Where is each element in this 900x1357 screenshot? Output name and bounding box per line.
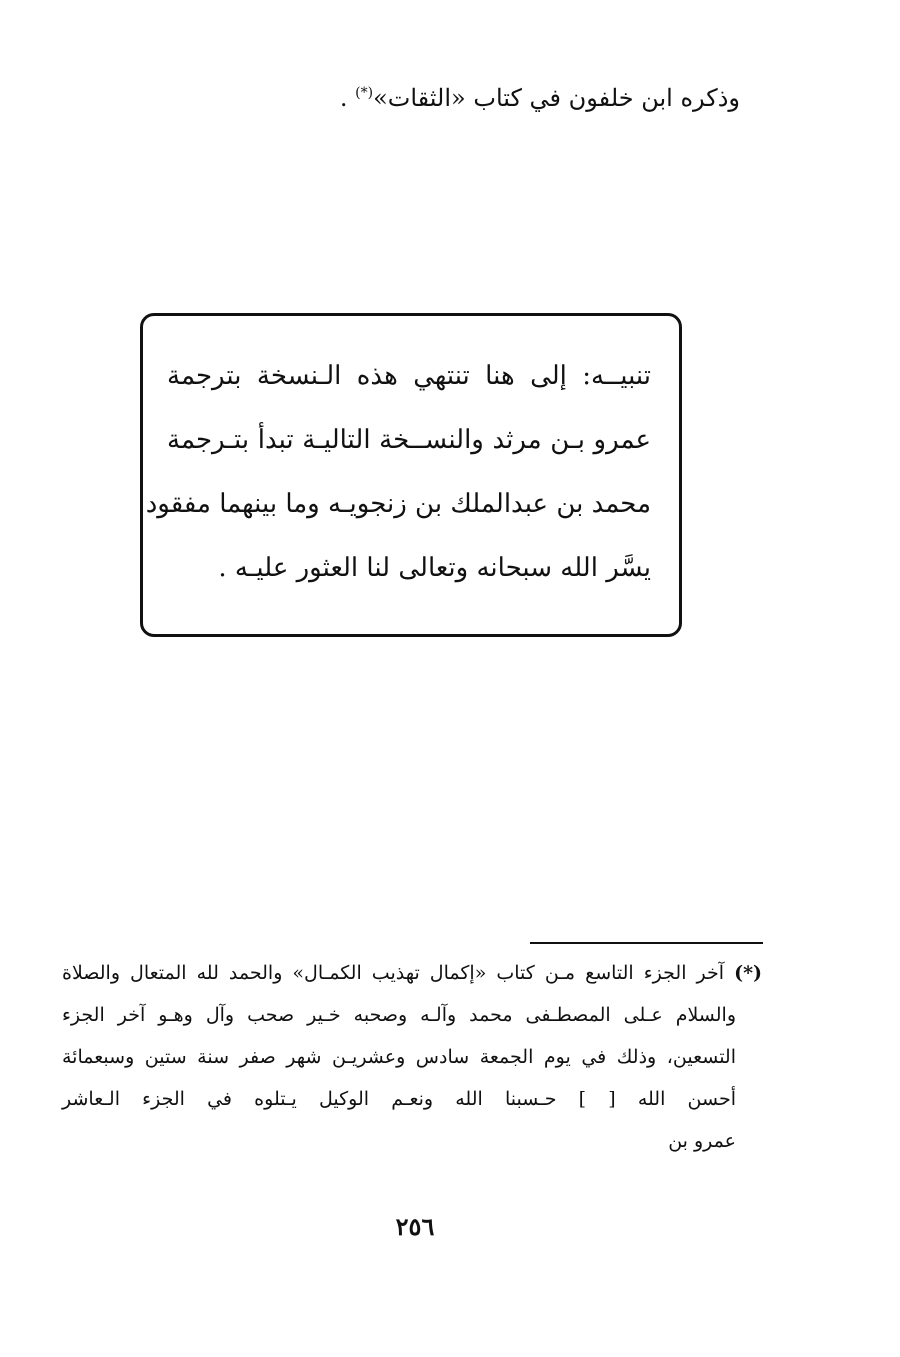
footnote: [62, 952, 762, 1162]
notice-line: محمد بن عبدالملك بن زنجويـه وما بينهما مفقود: [145, 489, 651, 519]
body-text: وذكره ابن خلفون في كتاب «الثقات»: [373, 84, 740, 112]
sentence-end: .: [339, 84, 356, 112]
notice-line: يسَّر الله سبحانه وتعالى لنا العثور عليـه .: [218, 553, 651, 583]
notice-box: [140, 313, 682, 637]
body-text-line: [180, 78, 740, 118]
notice-line: عمرو بـن مرثد والنســخة التاليـة تبدأ بتـرجمة: [167, 425, 651, 455]
footnote-separator: [530, 942, 763, 944]
footnote-line: أحسن الله [ ] حـسبنا الله ونعـم الوكيل يـتلوه في الجزء الـعاشر: [62, 1088, 736, 1110]
footnote-line: عمرو بن: [668, 1130, 736, 1152]
footnote-reference: (*): [355, 85, 374, 101]
footnote-line-text: آخر الجزء التاسع مـن كتاب «إكمال تهذيب الكمـال» والحمد لله المتعال والصلاة: [62, 962, 725, 984]
footnote-line: التسعين، وذلك في يوم الجمعة سادس وعشريـن شهر صفر سنة ستين وسبعمائة: [62, 1046, 736, 1068]
footnote-line: والسلام عـلى المصطـفى محمد وآلـه وصحبه خـير صحب وآل وهـو آخر الجزء: [62, 1004, 736, 1026]
notice-line: تنبيــه: إلى هنا تنتهي هذه الـنسخة بترجمة: [167, 361, 651, 391]
footnote-line: [62, 952, 762, 994]
page-number: ٢٥٦: [395, 1212, 435, 1241]
footnote-marker: (*): [734, 962, 762, 984]
notice-text: [145, 344, 651, 600]
